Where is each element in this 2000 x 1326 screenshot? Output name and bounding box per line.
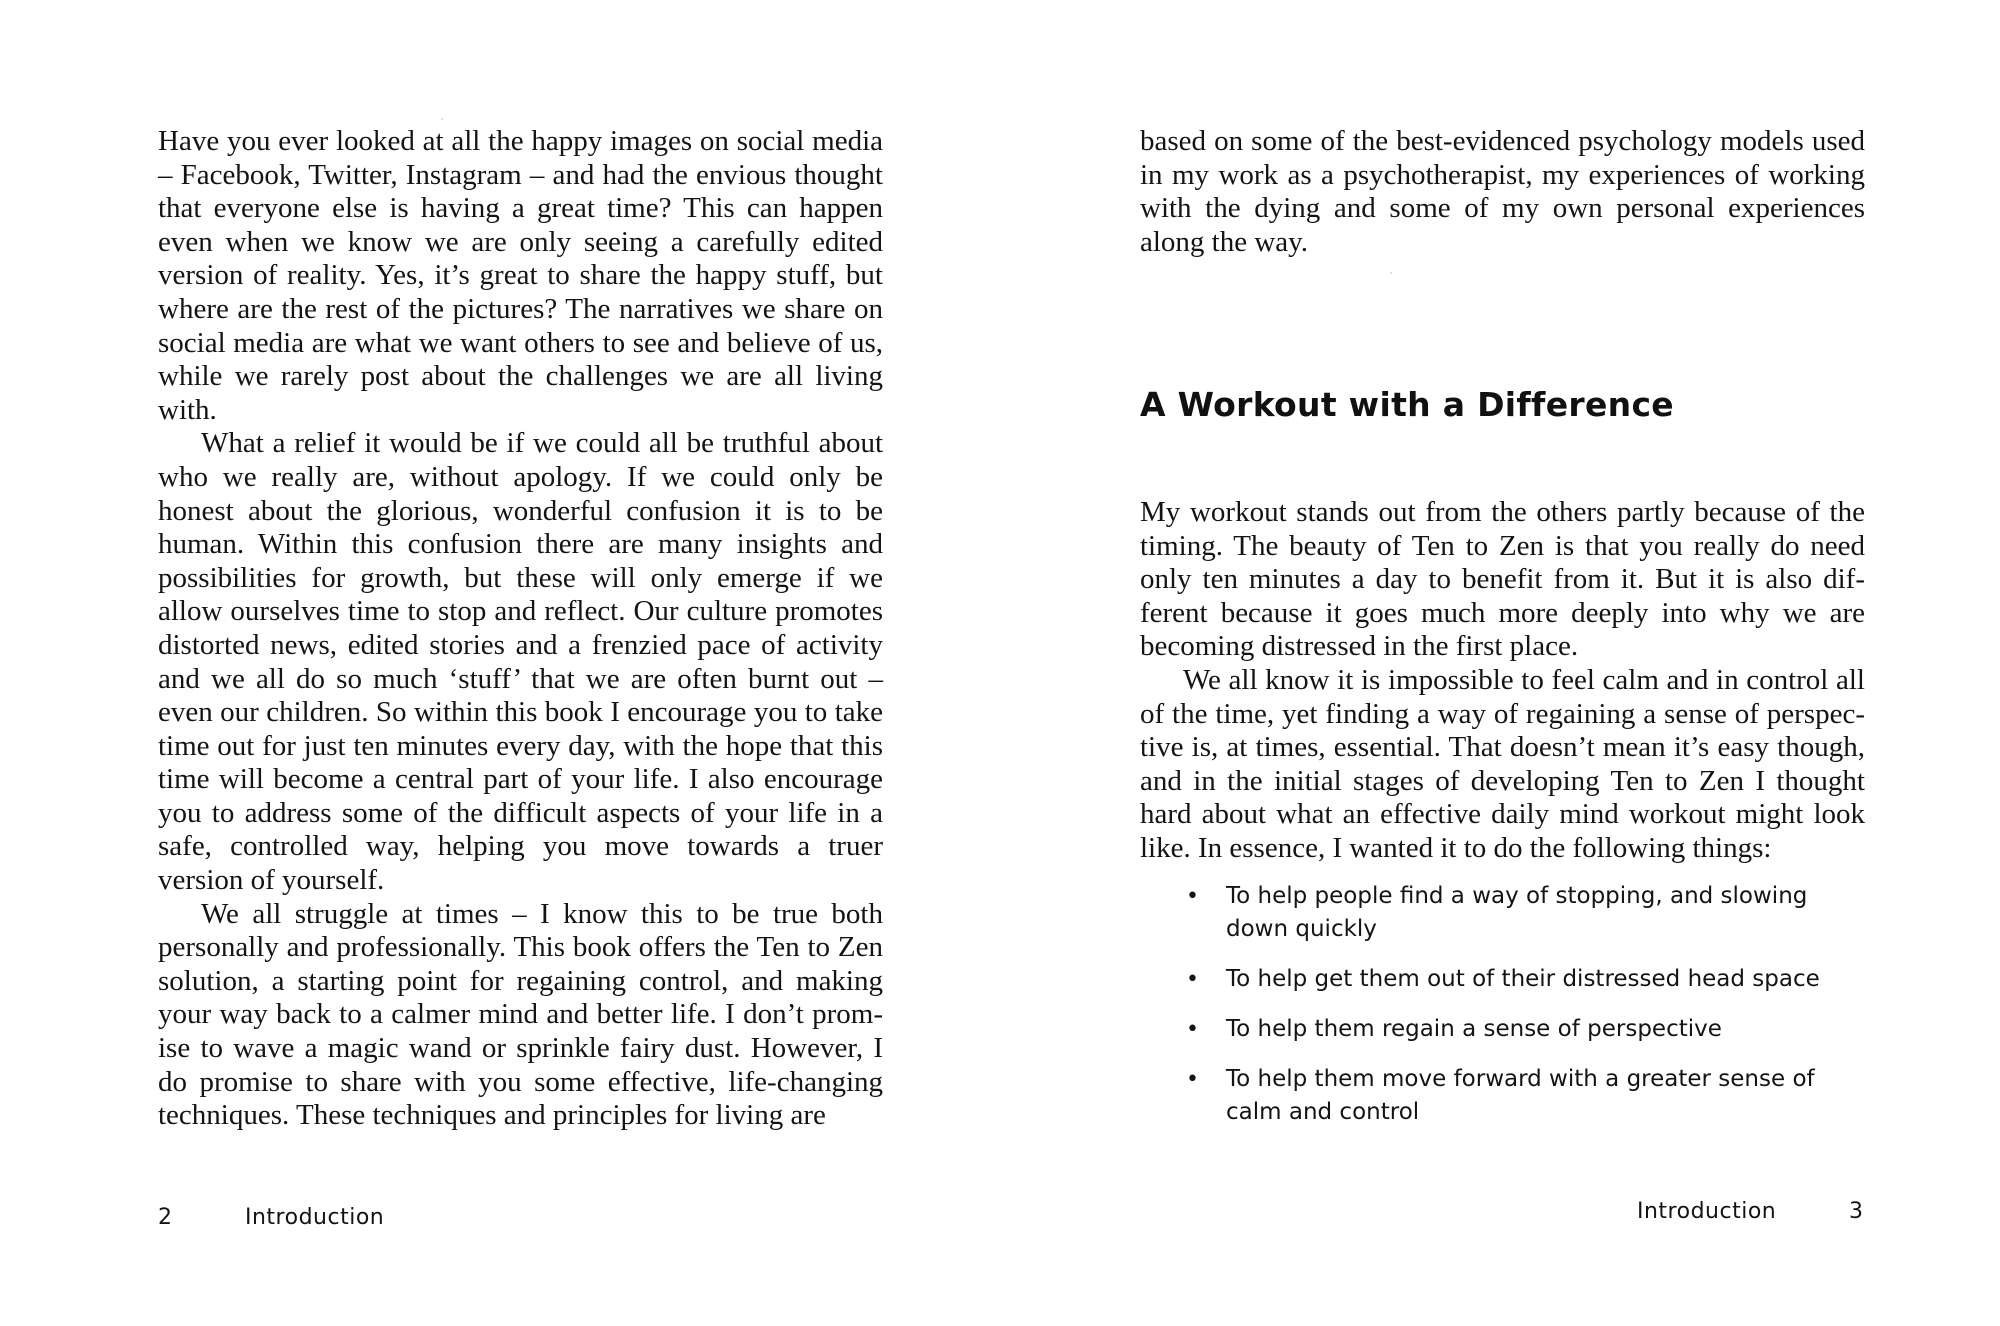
bullet-list: [1140, 880, 1865, 1146]
running-head: Introduction: [245, 1205, 385, 1230]
bullet-icon: •: [1186, 967, 1199, 992]
list-item-text: To help get them out of their distressed head space: [1226, 966, 1820, 992]
section-heading: A Workout with a Difference: [1140, 385, 1674, 424]
right-continuation-text: [1140, 125, 1865, 259]
list-item: [1140, 963, 1865, 996]
paragraph: We all struggle at times – I know this to be true both personally and professionally. This book offers the Ten to Zen solution, a starting point for regaining control, and making your way back to a calmer mind and better life. I don’t promise to wave a magic wand or sprinkle fairy dust. However, I do promise to share with you some effective, life-changing techniques. These techniques and principles for living are: [158, 897, 883, 1132]
right-page: [1000, 0, 2000, 1326]
paragraph: Have you ever looked at all the happy images on social media – Facebook, Twitter, Instagram – and had the envious thought that everyone else is having a great time? This can happen even when we know we are only seeing a carefully edited version of reality. Yes, it’s great to share the happy stuff, but where are the rest of the pictures? The narratives we share on social media are what we want others to see and believe of us, while we rarely post about the challenges we are all living with.: [158, 125, 883, 426]
right-body-text: [1140, 496, 1865, 866]
list-item-text: To help them move forward with a greater sense of calm and control: [1226, 1066, 1815, 1125]
list-item: [1140, 1063, 1865, 1129]
list-item-text: To help them regain a sense of perspective: [1226, 1016, 1722, 1042]
page-number: 3: [1849, 1199, 1864, 1224]
page-number: 2: [158, 1205, 173, 1230]
list-item: [1140, 880, 1865, 946]
left-body-text: [158, 125, 883, 1133]
bullet-icon: •: [1186, 884, 1199, 909]
scan-speck: [441, 118, 443, 120]
paragraph: We all know it is impossible to feel calm and in control all of the time, yet finding a way of regaining a sense of perspective is, at times, essential. That doesn’t mean it’s easy though, and in the initial stages of developing Ten to Zen I thought hard about what an effective daily mind workout might look like. In essence, I wanted it to do the following things:: [1140, 663, 1865, 864]
bullet-icon: •: [1186, 1067, 1199, 1092]
list-item-text: To help people find a way of stopping, and slowing down quickly: [1226, 883, 1808, 942]
bullet-icon: •: [1186, 1017, 1199, 1042]
paragraph: based on some of the best-evidenced psychology models used in my work as a psychotherapist, my experiences of working with the dying and some of my own personal experiences along the way.: [1140, 125, 1865, 258]
paragraph: My workout stands out from the others partly because of the timing. The beauty of Ten to Zen is that you really do need only ten minutes a day to benefit from it. But it is also different because it goes much more deeply into why we are becoming distressed in the first place.: [1140, 496, 1865, 663]
scan-speck: [1390, 272, 1392, 274]
list-item: [1140, 1013, 1865, 1046]
paragraph: What a relief it would be if we could all be truthful about who we really are, without apology. If we could only be honest about the glorious, wonderful confusion it is to be human. Within this confusion there are many insights and possibilities for growth, but these will only emerge if we allow ourselves time to stop and reflect. Our culture promotes distorted news, edited stories and a frenzied pace of activity and we all do so much ‘stuff’ that we are often burnt out – even our children. So within this book I encourage you to take time out for just ten minutes every day, with the hope that this time will become a central part of your life. I also encourage you to address some of the difficult aspects of your life in a safe, controlled way, helping you move towards a truer version of yourself.: [158, 427, 883, 897]
running-head: Introduction: [1637, 1199, 1777, 1224]
